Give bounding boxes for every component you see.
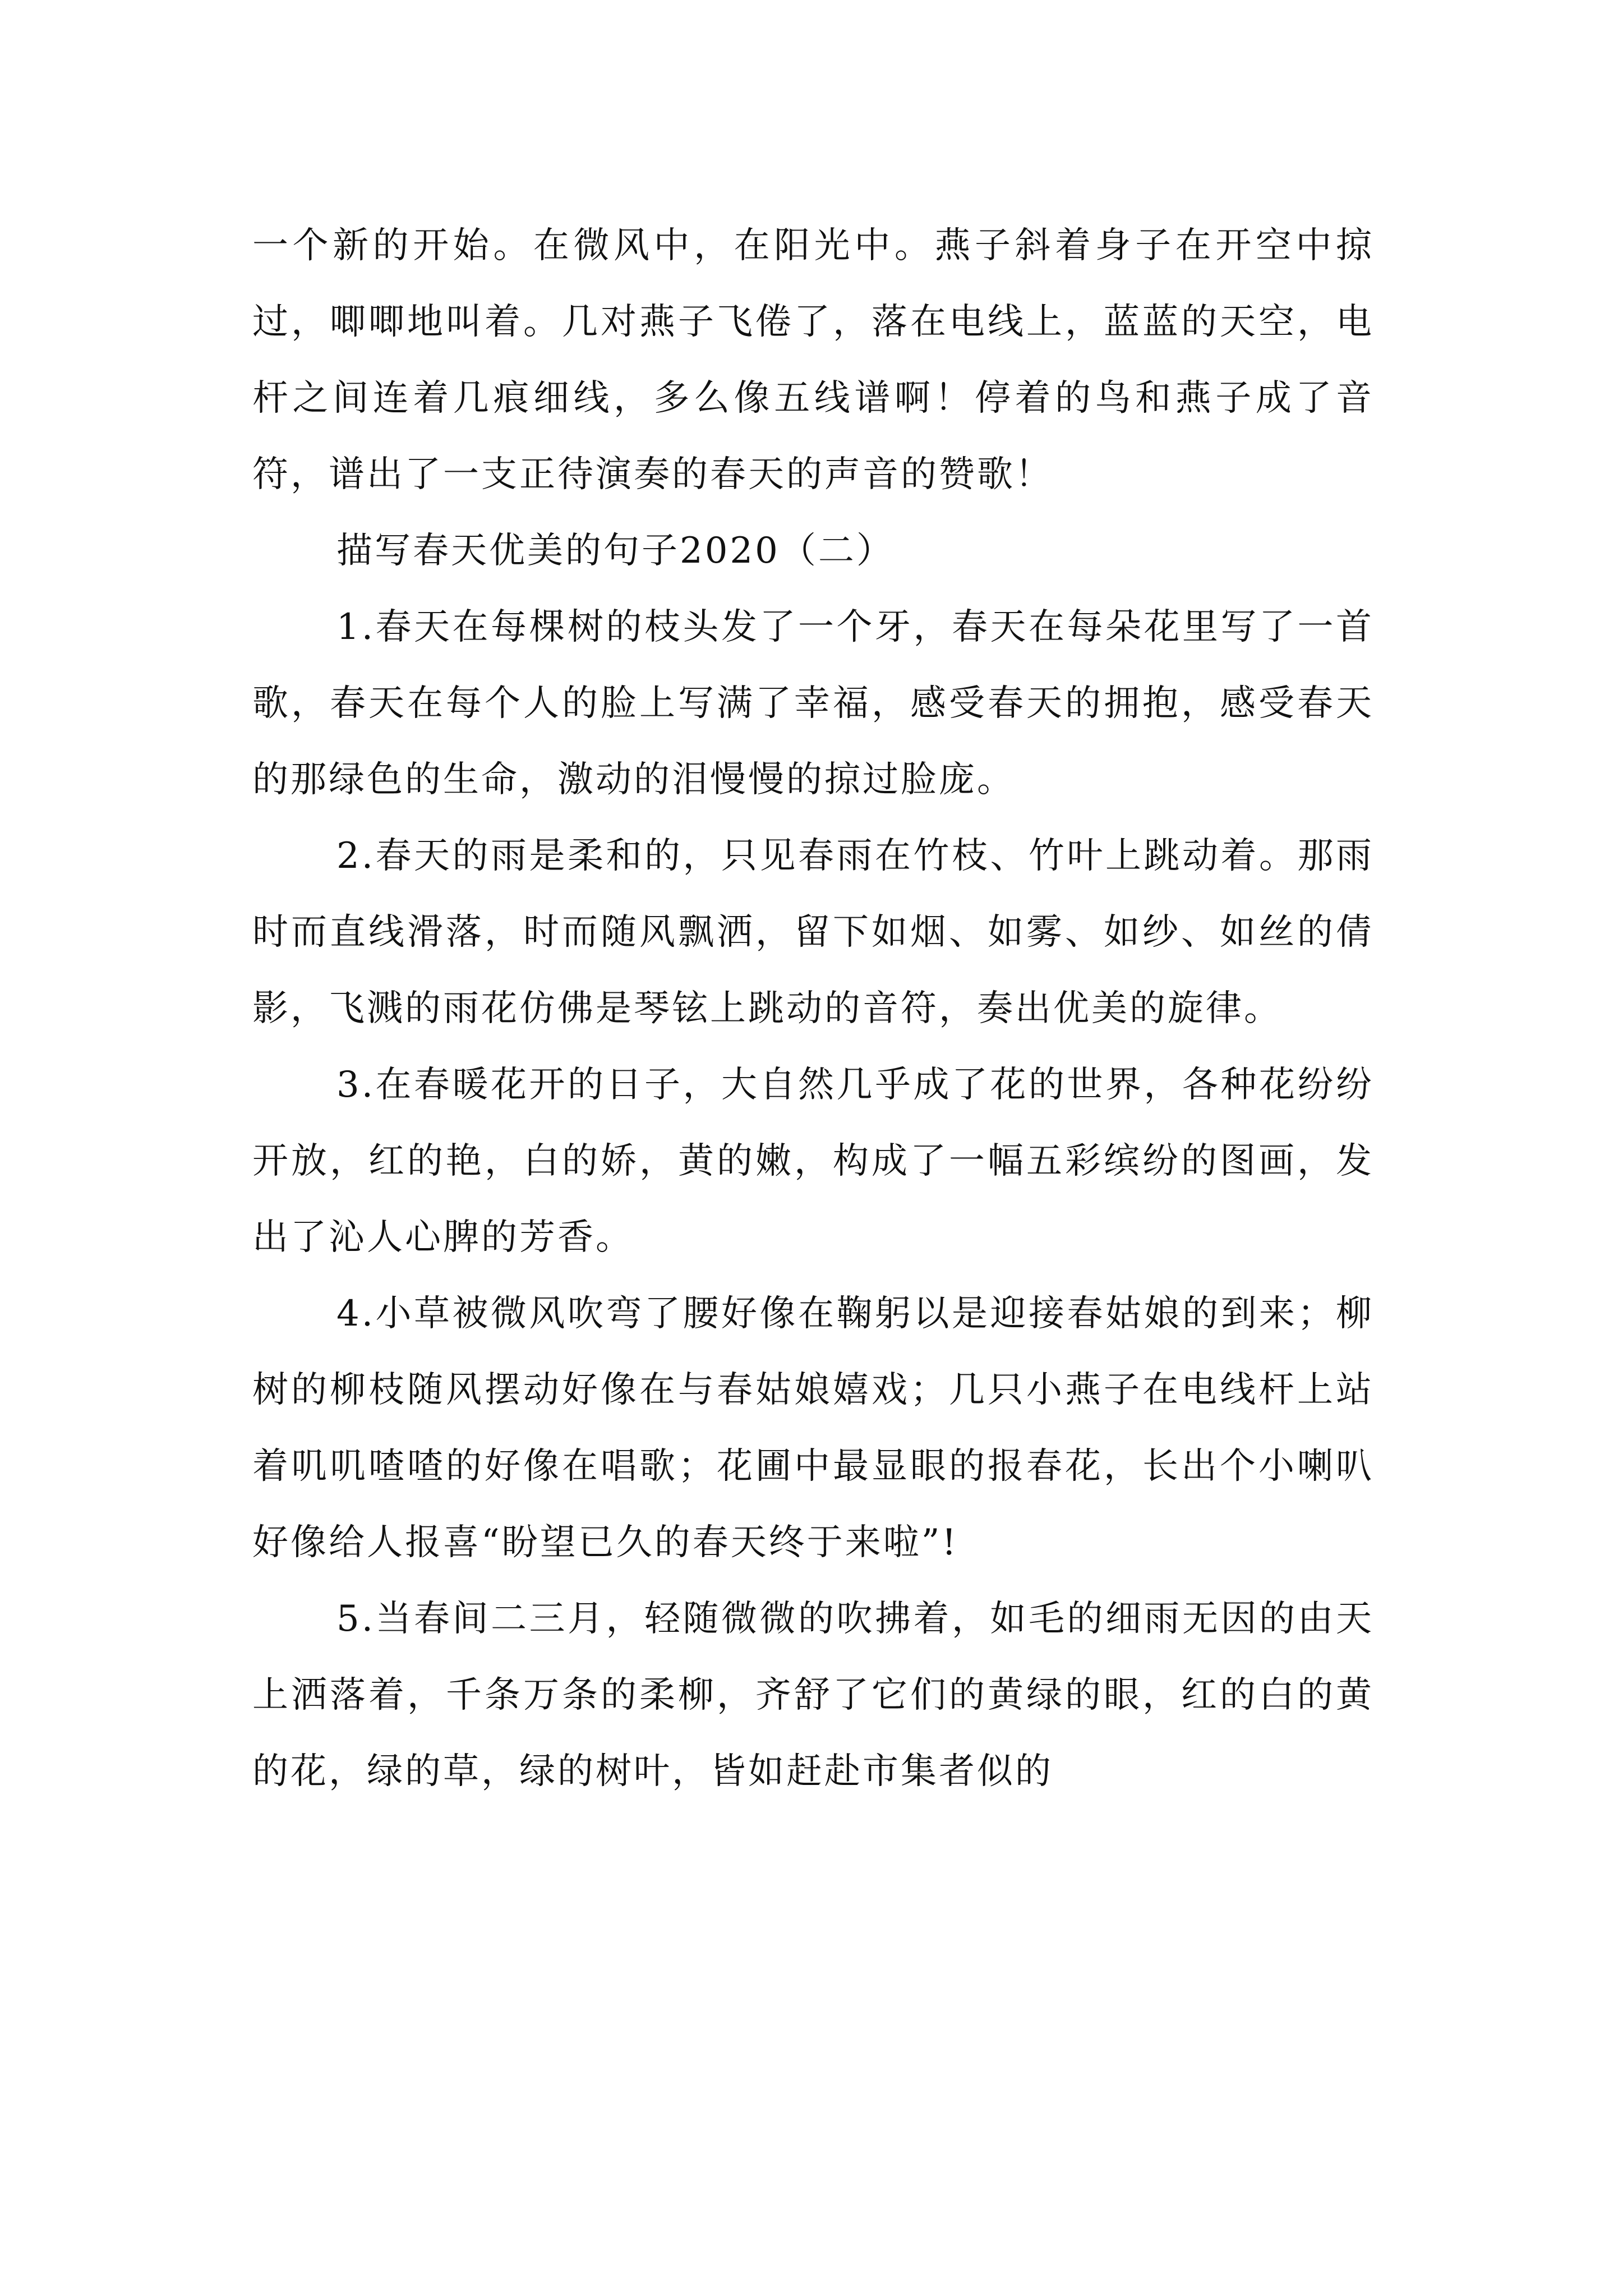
list-item-3: 3.在春暖花开的日子，大自然几乎成了花的世界，各种花纷纷开放，红的艳，白的娇，黄的嫩，构成了一幅五彩缤纷的图画，发出了沁人心脾的芳香。 (252, 1064, 1374, 1258)
list-item-1: 1.春天在每棵树的枝头发了一个牙，春天在每朵花里写了一首歌，春天在每个人的脸上写满了幸福，感受春天的拥抱，感受春天的那绿色的生命，激动的泪慢慢的掠过脸庞。 (252, 606, 1374, 800)
list-item-5: 5.当春间二三月，轻随微微的吹拂着，如毛的细雨无因的由天上洒落着，千条万条的柔柳，齐舒了它们的黄绿的眼，红的白的黄的花，绿的草，绿的树叶，皆如赶赴市集者似的 (252, 1598, 1374, 1792)
list-item-4: 4.小草被微风吹弯了腰好像在鞠躬以是迎接春姑娘的到来；柳树的柳枝随风摆动好像在与春姑娘嬉戏；几只小燕子在电线杆上站着叽叽喳喳的好像在唱歌；花圃中最显眼的报春花，长出个小喇叭好像给人报喜“盼望已久的春天终于来啦”! (252, 1293, 1374, 1563)
section-heading: 描写春天优美的句子2020（二） (336, 530, 895, 572)
list-item-2: 2.春天的雨是柔和的，只见春雨在竹枝、竹叶上跳动着。那雨时而直线滑落，时而随风飘洒，留下如烟、如雾、如纱、如丝的倩影，飞溅的雨花仿佛是琴铉上跳动的音符，奏出优美的旋律。 (252, 835, 1374, 1029)
document-body (252, 208, 1374, 1810)
continuation-paragraph: 一个新的开始。在微风中，在阳光中。燕子斜着身子在开空中掠过，唧唧地叫着。几对燕子飞倦了，落在电线上，蓝蓝的天空，电杆之间连着几痕细线，多么像五线谱啊！停着的鸟和燕子成了音符，谱出了一支正待演奏的春天的声音的赞歌！ (252, 225, 1374, 495)
